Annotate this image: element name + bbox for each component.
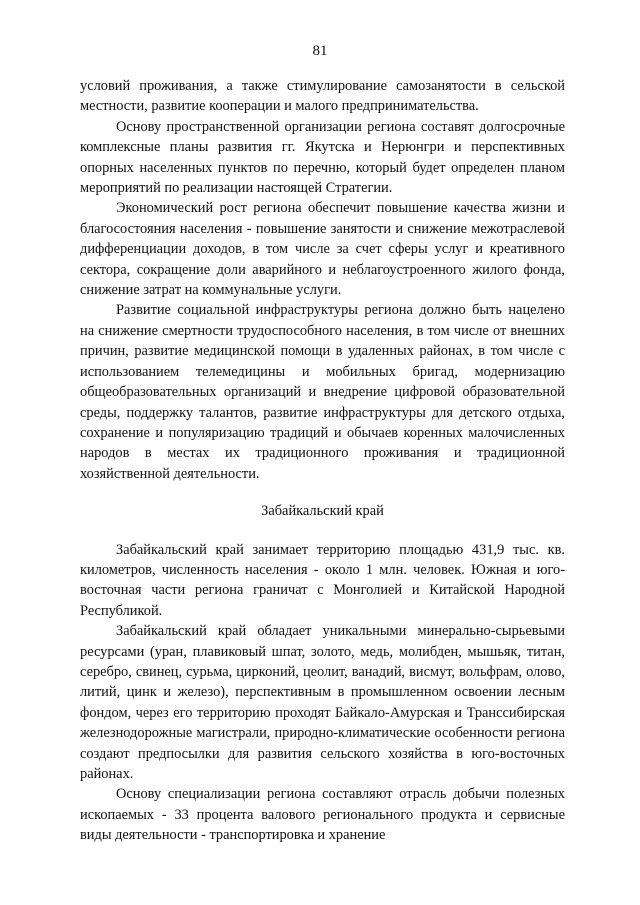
paragraph-territory: Забайкальский край занимает территорию площадью 431,9 тыс. кв. километров, численность населения - около 1 млн. человек. Южная и юго-восточная части региона граничат с Монголией и Китайской Народной Республикой.: [80, 541, 565, 619]
page-number: 81: [312, 43, 328, 59]
paragraph-continuation: условий проживания, а также стимулирование самозанятости в сельской местности, развитие кооперации и малого предпринимательства.: [80, 78, 565, 115]
paragraph-specialization: Основу специализации региона составляют отрасль добычи полезных ископаемых - 33 процента валового регионального продукта и сервисные виды деятельности - транспортировка и хранение: [80, 786, 565, 844]
section-heading: Забайкальский край: [261, 503, 384, 520]
paragraph-spatial-organization: Основу пространственной организации региона составят долгосрочные комплексные планы развития гг. Якутска и Нерюнгри и перспективных опорных населенных пунктов по перечню, который будет определен планом мероприятий по реализации настоящей Стратегии.: [80, 118, 565, 197]
document-body: [80, 76, 565, 846]
paragraph-social-infrastructure: Развитие социальной инфраструктуры региона должно быть нацелено на снижение смертности трудоспособного населения, в том числе от внешних причин, развитие медицинской помощи в удаленных районах, в том числе с использованием телемедицины и мобильных бригад, модернизацию общеобразовательных организаций и внедрение цифровой образовательной среды, поддержку талантов, развитие инфраструктуры для детского отдыха, сохранение и популяризацию традиций и обычаев коренных малочисленных народов в местах их традиционного проживания и традиционной хозяйственной деятельности.: [80, 302, 565, 482]
paragraph-economic-growth: Экономический рост региона обеспечит повышение качества жизни и благосостояния населения - повышение занятости и снижение межотраслевой дифференциации доходов, в том числе за счет сферы услуг и креативного сектора, сокращение доли аварийного и неблагоустроенного жилого фонда, снижение затрат на коммунальные услуги.: [80, 200, 565, 299]
paragraph-mineral-resources: Забайкальский край обладает уникальными минерально-сырьевыми ресурсами (уран, плавиковый шпат, золото, медь, молибден, мышьяк, титан, серебро, свинец, сурьма, цирконий, цеолит, ванадий, висмут, вольфрам, олово, литий, цинк и железо), перспективным в промышленном освоении лесным фондом, через его территорию проходят Байкало-Амурская и Транссибирская железнодорожные магистрали, природно-климатические особенности региона создают предпосылки для развития сельского хозяйства в юго-восточных районах.: [80, 623, 565, 782]
